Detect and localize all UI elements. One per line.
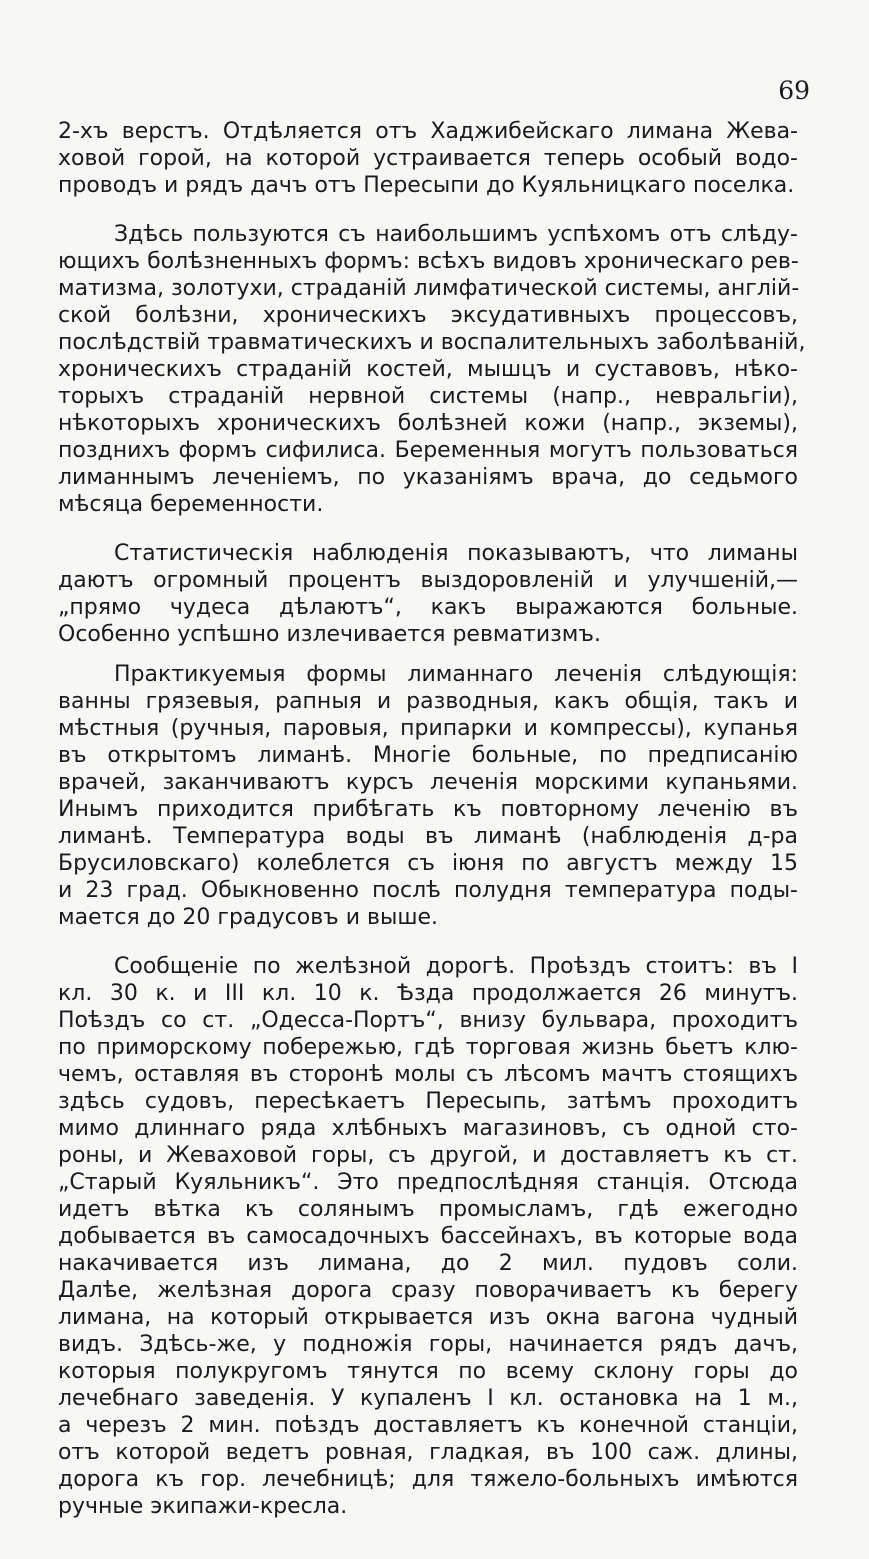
text-line: Особенно успѣшно излечивается ревматизмъ. (58, 622, 601, 647)
paragraph (58, 953, 798, 1520)
text-line: 2-хъ верстъ. Отдѣляется отъ Хаджибейскаго лимана Жева- (58, 119, 798, 144)
text-line: послѣдствій травматическихъ и воспалительныхъ заболѣваній, (58, 330, 806, 355)
text-line: идетъ вѣтка къ солянымъ промысламъ, гдѣ ежегодно (58, 1197, 798, 1222)
page-number: 69 (778, 76, 810, 105)
text-line: по приморскому побережью, гдѣ торговая жизнь бьетъ клю- (58, 1035, 798, 1060)
text-line: видъ. Здѣсь-же, у подножія горы, начинается рядъ дачъ, (58, 1332, 798, 1357)
text-line: накачивается изъ лимана, до 2 мил. пудовъ соли. (58, 1251, 798, 1276)
text-line: въ открытомъ лиманѣ. Многіе больные, по предписанію (58, 743, 798, 768)
text-line: „Старый Куяльникъ“. Это предпослѣдняя станція. Отсюда (58, 1170, 798, 1195)
text-line: хроническихъ страданій костей, мышцъ и суставовъ, нѣко- (58, 357, 798, 382)
text-line: ховой горой, на которой устраивается теперь особый водо- (58, 146, 798, 171)
text-line: лечебнаго заведенія. У купаленъ I кл. остановка на 1 м., (58, 1386, 798, 1411)
text-line: проводъ и рядъ дачъ отъ Пересыпи до Куяльницкаго поселка. (58, 173, 795, 198)
text-line: матизма, золотухи, страданій лимфатической системы, англій- (58, 276, 800, 301)
body-text (58, 118, 806, 1520)
text-line: Брусиловскаго) колеблется съ іюня по августъ между 15 (58, 851, 798, 876)
text-line: добывается въ самосадочныхъ бассейнахъ, въ которые вода (58, 1224, 798, 1249)
text-line: ской болѣзни, хроническихъ эксудативныхъ процессовъ, (58, 303, 798, 328)
text-line: Сообщеніе по желѣзной дорогѣ. Проѣздъ стоитъ: въ I (114, 954, 798, 979)
paragraph (58, 118, 798, 199)
text-line: нѣкоторыхъ хроническихъ болѣзней кожи (напр., экземы), (58, 411, 798, 436)
paragraph (58, 221, 806, 518)
text-line: ручные экипажи-кресла. (58, 1494, 348, 1519)
text-line: мается до 20 градусовъ и выше. (58, 905, 438, 930)
text-line: позднихъ формъ сифилиса. Беременныя могутъ пользоваться (58, 438, 798, 463)
text-line: даютъ огромный процентъ выздоровленій и улучшеній,— (58, 568, 798, 593)
text-line: лимана, на который открывается изъ окна вагона чудный (58, 1305, 798, 1330)
text-line: торыхъ страданій нервной системы (напр., невральгіи), (58, 384, 798, 409)
text-line: Практикуемыя формы лиманнаго леченія слѣдующія: (114, 662, 798, 687)
text-line: „прямо чудеса дѣлаютъ“, какъ выражаются больные. (58, 595, 798, 620)
text-line: Статистическія наблюденія показываютъ, что лиманы (114, 541, 798, 566)
text-line: кл. 30 к. и III кл. 10 к. Ѣзда продолжается 26 минутъ. (58, 981, 798, 1006)
text-line: дорога къ гор. лечебницѣ; для тяжело-больныхъ имѣются (58, 1467, 798, 1492)
text-line: мѣсяца беременности. (58, 492, 324, 517)
text-line: лиманѣ. Температура воды въ лиманѣ (наблюденія д-ра (58, 824, 798, 849)
text-line: Здѣсь пользуются съ наибольшимъ успѣхомъ отъ слѣду- (114, 222, 798, 247)
text-line: мѣстныя (ручныя, паровыя, припарки и компрессы), купанья (58, 716, 798, 741)
text-line: Инымъ приходится прибѣгать къ повторному леченію въ (58, 797, 798, 822)
text-line: роны, и Жеваховой горы, съ другой, и доставляетъ къ ст. (58, 1143, 798, 1168)
text-line: Поѣздъ со ст. „Одесса-Портъ“, внизу бульвара, проходитъ (58, 1008, 798, 1033)
text-line: которыя полукругомъ тянутся по всему склону горы до (58, 1359, 798, 1384)
text-line: и 23 град. Обыкновенно послѣ полудня температура поды- (58, 878, 798, 903)
text-line: ванны грязевыя, рапныя и разводныя, какъ общія, такъ и (58, 689, 798, 714)
text-line: мимо длиннаго ряда хлѣбныхъ магазиновъ, съ одной сто- (58, 1116, 798, 1141)
text-line: врачей, заканчиваютъ курсъ леченія морскими купаньями. (58, 770, 798, 795)
text-line: ющихъ болѣзненныхъ формъ: всѣхъ видовъ хроническаго рев- (58, 249, 799, 274)
text-line: чемъ, оставляя въ сторонѣ молы съ лѣсомъ мачтъ стоящихъ (58, 1062, 798, 1087)
text-line: отъ которой ведетъ ровная, гладкая, въ 100 саж. длины, (58, 1440, 798, 1465)
text-line: а черезъ 2 мин. поѣздъ доставляетъ къ конечной станціи, (58, 1413, 798, 1438)
paragraph (58, 661, 798, 931)
paragraph (58, 540, 798, 648)
text-line: Далѣе, желѣзная дорога сразу поворачиваетъ къ берегу (58, 1278, 798, 1303)
text-line: лиманнымъ леченіемъ, по указаніямъ врача, до седьмого (58, 465, 798, 490)
text-line: здѣсь судовъ, пересѣкаетъ Пересыпь, затѣмъ проходитъ (58, 1089, 798, 1114)
